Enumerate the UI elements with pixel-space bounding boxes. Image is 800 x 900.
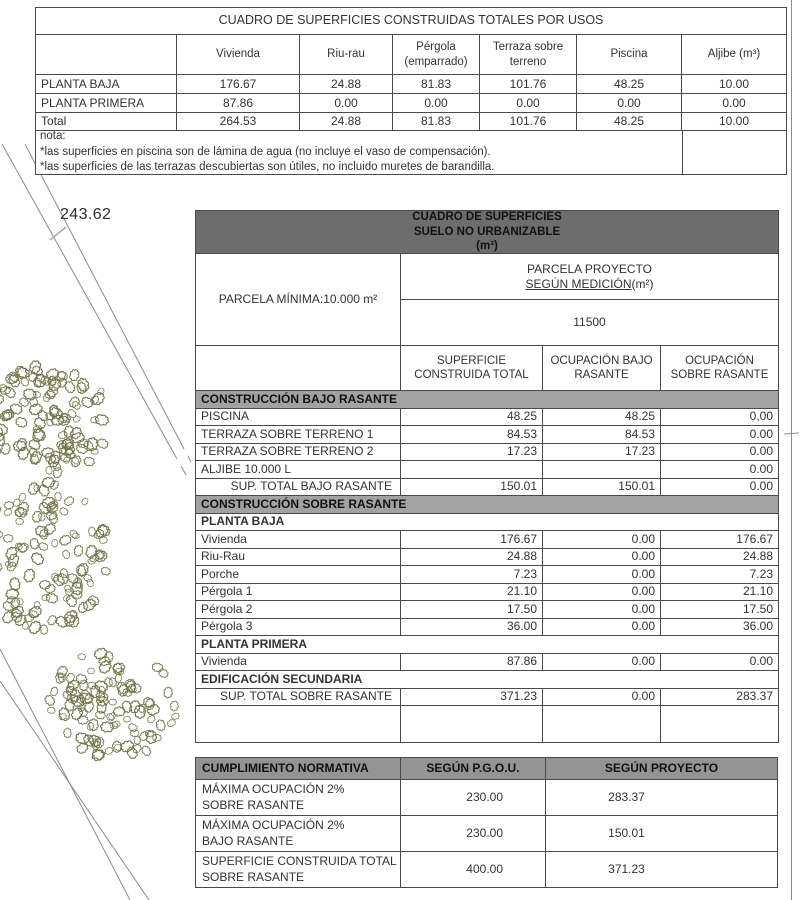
- section-header: CONSTRUCCIÓN SOBRE RASANTE: [196, 496, 778, 513]
- table-title: CUMPLIMIENTO NORMATIVA: [196, 758, 400, 779]
- spacer-cell: [543, 706, 660, 742]
- column-header: Piscina: [577, 35, 681, 74]
- total-row-label: SUP. TOTAL BAJO RASANTE: [196, 479, 400, 496]
- row-label: [196, 852, 400, 887]
- column-header: SEGÚN PROYECTO: [546, 758, 777, 779]
- column-header: Riu-rau: [300, 35, 392, 74]
- row-label-line: SUPERFICIE CONSTRUIDA TOTAL: [202, 853, 397, 868]
- value-proyecto: 283.37: [546, 780, 777, 815]
- value-cell: 0.00: [661, 654, 778, 671]
- parcela-minima-cell: PARCELA MÍNIMA:10.000 m²: [196, 254, 400, 345]
- path-tip-dash-1: [181, 466, 186, 475]
- column-header: Pérgola (emparrado): [393, 35, 479, 74]
- dimension-tick: [50, 227, 66, 240]
- table-title-line: (m²): [476, 240, 498, 253]
- vegetation-clusters: [0, 360, 180, 763]
- value-cell: 0.00: [543, 619, 660, 636]
- value-cell: 48.25: [401, 409, 542, 426]
- value-cell: 0.00: [661, 461, 778, 478]
- value-cell: 10.00: [682, 113, 786, 130]
- path-tip-dash-2: [188, 456, 191, 462]
- value-cell: 0.00: [543, 654, 660, 671]
- row-label: Vivienda: [196, 654, 400, 671]
- value-cell: 0.00: [543, 549, 660, 566]
- row-label: Total: [36, 113, 176, 130]
- value-cell: 36.00: [661, 619, 778, 636]
- row-label-line: SOBRE RASANTE: [202, 797, 305, 812]
- spacer-cell: [196, 706, 400, 742]
- row-label-line: BAJO RASANTE: [202, 833, 294, 848]
- path-line-upper-left: [2, 144, 177, 459]
- subsection-header: PLANTA PRIMERA: [196, 636, 778, 653]
- row-label: Pérgola 2: [196, 601, 400, 618]
- value-cell: 0.00: [682, 94, 786, 112]
- value-cell: 0.00: [300, 94, 392, 112]
- value-cell: 101.76: [480, 113, 576, 130]
- row-label: TERRAZA SOBRE TERRENO 2: [196, 444, 400, 461]
- value-cell: 0,00: [661, 409, 778, 426]
- value-cell: 24.88: [401, 549, 542, 566]
- row-label-line: SOBRE RASANTE: [202, 869, 305, 884]
- parcela-proyecto-line2: [526, 277, 654, 292]
- parcela-proyecto-line1: PARCELA PROYECTO: [527, 261, 652, 276]
- value-pgou: 400.00: [401, 852, 545, 887]
- value-proyecto: 150.01: [546, 816, 777, 851]
- value-cell: 264.53: [177, 113, 299, 130]
- value-cell: 176.67: [177, 75, 299, 93]
- row-label: PLANTA PRIMERA: [36, 94, 176, 112]
- value-proyecto: 371.23: [546, 852, 777, 887]
- path-line-lower-right: [0, 681, 149, 900]
- row-label: Riu-Rau: [196, 549, 400, 566]
- value-cell: 36.00: [401, 619, 542, 636]
- note-heading: nota:: [40, 131, 66, 143]
- value-cell: 0.00: [543, 689, 660, 706]
- value-cell: 176.67: [661, 531, 778, 548]
- table-title: CUADRO DE SUPERFICIES CONSTRUIDAS TOTALES POR USOS: [36, 8, 786, 34]
- value-cell: 84.53: [401, 426, 542, 443]
- value-cell: [401, 461, 542, 478]
- value-cell: 24.88: [300, 75, 392, 93]
- value-cell: 81.83: [393, 75, 479, 93]
- row-label-line: MÁXIMA OCUPACIÓN 2%: [202, 817, 345, 832]
- parcela-value-cell: 11500: [401, 300, 778, 345]
- spacer-cell: [661, 706, 778, 742]
- path-line-upper-right: [25, 144, 184, 449]
- value-cell: 0.00: [661, 444, 778, 461]
- value-cell: [543, 461, 660, 478]
- row-label: [196, 816, 400, 851]
- value-cell: 21.10: [661, 584, 778, 601]
- value-cell: 21.10: [401, 584, 542, 601]
- value-cell: 10.00: [682, 75, 786, 93]
- value-cell: 17.50: [401, 601, 542, 618]
- row-label: TERRAZA SOBRE TERRENO 1: [196, 426, 400, 443]
- table-superficies-por-usos: [35, 7, 787, 131]
- value-cell: 17.50: [661, 601, 778, 618]
- value-cell: 101.76: [480, 75, 576, 93]
- value-cell: 0.00: [543, 584, 660, 601]
- note-line: *las superficies de las terrazas descubiertas son útiles, no incluido muretes de barandilla.: [40, 161, 495, 174]
- row-label: PLANTA BAJA: [36, 75, 176, 93]
- note-empty-cell: [683, 131, 786, 174]
- value-pgou: 230.00: [401, 816, 545, 851]
- column-header: OCUPACIÓN SOBRE RASANTE: [661, 346, 778, 390]
- note-cell: [36, 131, 682, 174]
- value-cell: 150.01: [543, 479, 660, 496]
- dimension-label: 243.62: [60, 206, 112, 223]
- row-label: Pérgola 1: [196, 584, 400, 601]
- value-cell: 81.83: [393, 113, 479, 130]
- row-label: Pérgola 3: [196, 619, 400, 636]
- value-cell: 0.00: [543, 601, 660, 618]
- row-label: Vivienda: [196, 531, 400, 548]
- segun-medicion-units: (m²): [631, 276, 654, 291]
- value-cell: 48.25: [577, 75, 681, 93]
- boundary-tick-right: [784, 433, 799, 434]
- table-title-line: SUELO NO URBANIZABLE: [413, 225, 561, 238]
- value-cell: 0.00: [543, 531, 660, 548]
- column-header: Aljibe (m³): [682, 35, 786, 74]
- subsection-header: EDIFICACIÓN SECUNDARIA: [196, 671, 778, 688]
- column-header: Terraza sobre terreno: [480, 35, 576, 74]
- row-label: PISCINA: [196, 409, 400, 426]
- column-header: Vivienda: [177, 35, 299, 74]
- table-title-line: CUADRO DE SUPERFICIES: [412, 211, 562, 224]
- total-row-label: SUP. TOTAL SOBRE RASANTE: [196, 689, 400, 706]
- parcela-proyecto-cell: [401, 254, 778, 299]
- value-cell: 0.00: [577, 94, 681, 112]
- section-header: CONSTRUCCIÓN BAJO RASANTE: [196, 391, 778, 408]
- value-cell: 7.23: [401, 566, 542, 583]
- value-cell: 7.23: [661, 566, 778, 583]
- value-cell: 0.00: [480, 94, 576, 112]
- value-cell: 87.86: [401, 654, 542, 671]
- column-header: OCUPACIÓN BAJO RASANTE: [543, 346, 660, 390]
- table-superficies-note: [35, 130, 787, 175]
- value-cell: 48.25: [543, 409, 660, 426]
- value-cell: 0.00: [661, 426, 778, 443]
- value-cell: 0.00: [661, 479, 778, 496]
- value-cell: 48.25: [577, 113, 681, 130]
- value-cell: 24.88: [661, 549, 778, 566]
- table-cumplimiento-normativa: [195, 757, 778, 888]
- row-label: Porche: [196, 566, 400, 583]
- value-cell: 176.67: [401, 531, 542, 548]
- note-line: *las superficies en piscina son de lámina de agua (no incluye el vaso de compensación).: [40, 145, 491, 158]
- column-header: SUPERFICIE CONSTRUIDA TOTAL: [401, 346, 542, 390]
- row-label-line: MÁXIMA OCUPACIÓN 2%: [202, 781, 345, 796]
- value-cell: 283.37: [661, 689, 778, 706]
- column-header: SEGÚN P.G.O.U.: [401, 758, 545, 779]
- value-cell: 17.23: [543, 444, 660, 461]
- value-cell: 0.00: [393, 94, 479, 112]
- value-cell: 150.01: [401, 479, 542, 496]
- table-suelo-no-urbanizable: [195, 210, 779, 743]
- row-label: [196, 780, 400, 815]
- value-cell: 84.53: [543, 426, 660, 443]
- subsection-header: PLANTA BAJA: [196, 514, 778, 531]
- empty-header-cell: [196, 346, 400, 390]
- column-header: [36, 35, 176, 74]
- segun-medicion-label: SEGÚN MEDICIÓN: [525, 276, 632, 291]
- table-title: [196, 211, 778, 253]
- spacer-cell: [401, 706, 542, 742]
- value-pgou: 230.00: [401, 780, 545, 815]
- value-cell: 17.23: [401, 444, 542, 461]
- value-cell: 371.23: [401, 689, 542, 706]
- value-cell: 87.86: [177, 94, 299, 112]
- value-cell: 24.88: [300, 113, 392, 130]
- value-cell: 0.00: [543, 566, 660, 583]
- row-label: ALJIBE 10.000 L: [196, 461, 400, 478]
